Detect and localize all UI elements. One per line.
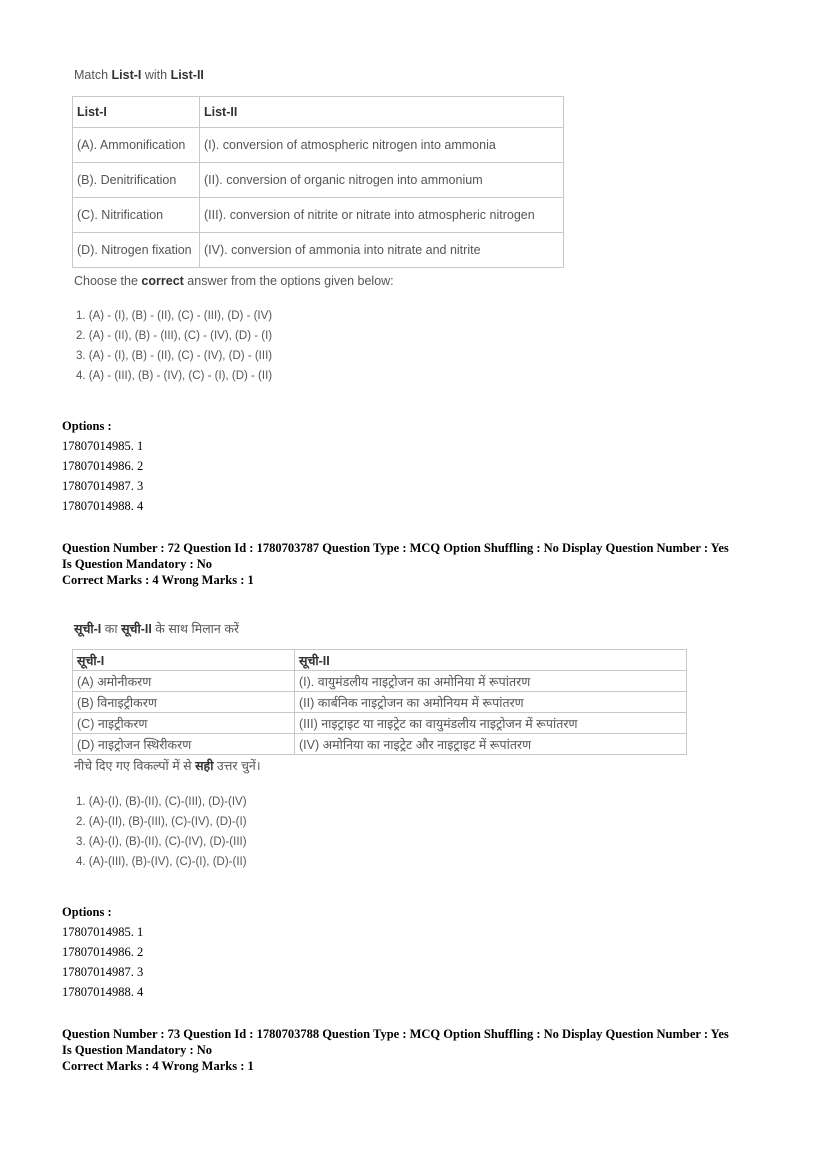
table-header-cell: सूची-II (295, 650, 687, 671)
table-header-cell: सूची-I (73, 650, 295, 671)
table-row (73, 198, 564, 233)
options-title: Options : (62, 419, 112, 433)
match-table (72, 96, 564, 268)
table-header-cell: List-I (73, 97, 200, 128)
answer-item: 2. (A) - (II), (B) - (III), (C) - (IV), (D) - (I) (76, 330, 273, 342)
table-header-cell: List-II (200, 97, 564, 128)
answer-item: 4. (A) - (III), (B) - (IV), (C) - (I), (D) - (II) (76, 370, 273, 382)
choose-instruction: Choose the correct answer from the options given below: (74, 274, 394, 288)
answer-list (76, 306, 572, 386)
table-row (73, 128, 564, 163)
question-meta-line: Correct Marks : 4 Wrong Marks : 1 (62, 573, 254, 587)
table-row (73, 671, 687, 692)
question-instruction: सूची-I का सूची-II के साथ मिलान करें (74, 622, 240, 636)
question-image-english (72, 68, 572, 386)
options-block (62, 416, 143, 516)
table-cell: (IV) अमोनिया का नाइट्रेट और नाइट्राइट में रूपांतरण (295, 734, 687, 755)
table-cell: (III). conversion of nitrite or nitrate into atmospheric nitrogen (200, 198, 564, 233)
question-meta (62, 1026, 729, 1074)
option-item: 17807014988. 4 (62, 985, 144, 999)
answer-item: 4. (A)-(III), (B)-(IV), (C)-(I), (D)-(II) (76, 856, 247, 868)
table-cell: (IV). conversion of ammonia into nitrate and nitrite (200, 233, 564, 268)
question-instruction: Match List-I with List-II (74, 68, 204, 82)
options-title: Options : (62, 905, 112, 919)
answer-item: 1. (A) - (I), (B) - (II), (C) - (III), (D) - (IV) (76, 310, 273, 322)
question-meta (62, 540, 729, 588)
table-cell: (B) विनाइट्रीकरण (73, 692, 295, 713)
table-cell: (B). Denitrification (73, 163, 200, 198)
question-meta-line: Is Question Mandatory : No (62, 1043, 213, 1057)
option-item: 17807014986. 2 (62, 945, 144, 959)
question-image-hindi (72, 620, 702, 872)
table-row (73, 163, 564, 198)
option-item: 17807014988. 4 (62, 499, 144, 513)
table-row (73, 233, 564, 268)
answer-item: 3. (A)-(I), (B)-(II), (C)-(IV), (D)-(III) (76, 836, 247, 848)
question-meta-line: Is Question Mandatory : No (62, 557, 213, 571)
question-meta-line: Correct Marks : 4 Wrong Marks : 1 (62, 1059, 254, 1073)
answer-list (76, 792, 702, 872)
table-cell: (I). वायुमंडलीय नाइट्रोजन का अमोनिया में रूपांतरण (295, 671, 687, 692)
option-item: 17807014986. 2 (62, 459, 144, 473)
table-cell: (D). Nitrogen fixation (73, 233, 200, 268)
answer-item: 3. (A) - (I), (B) - (II), (C) - (IV), (D) - (III) (76, 350, 273, 362)
table-cell: (A) अमोनीकरण (73, 671, 295, 692)
table-row (73, 713, 687, 734)
table-header-row (73, 97, 564, 128)
option-item: 17807014987. 3 (62, 965, 144, 979)
option-item: 17807014987. 3 (62, 479, 144, 493)
table-row (73, 692, 687, 713)
table-cell: (D) नाइट्रोजन स्थिरीकरण (73, 734, 295, 755)
option-item: 17807014985. 1 (62, 439, 144, 453)
answer-item: 1. (A)-(I), (B)-(II), (C)-(III), (D)-(IV) (76, 796, 247, 808)
table-cell: (I). conversion of atmospheric nitrogen into ammonia (200, 128, 564, 163)
table-cell: (A). Ammonification (73, 128, 200, 163)
options-block (62, 902, 143, 1002)
option-item: 17807014985. 1 (62, 925, 144, 939)
table-cell: (II). conversion of organic nitrogen into ammonium (200, 163, 564, 198)
table-header-row (73, 650, 687, 671)
table-row (73, 734, 687, 755)
table-cell: (C) नाइट्रीकरण (73, 713, 295, 734)
question-meta-line: Question Number : 72 Question Id : 1780703787 Question Type : MCQ Option Shuffling : No Display Question Number : Yes (62, 541, 729, 555)
question-meta-line: Question Number : 73 Question Id : 1780703788 Question Type : MCQ Option Shuffling : No Display Question Number : Yes (62, 1027, 729, 1041)
table-cell: (II) कार्बनिक नाइट्रोजन का अमोनियम में रूपांतरण (295, 692, 687, 713)
answer-item: 2. (A)-(II), (B)-(III), (C)-(IV), (D)-(I) (76, 816, 247, 828)
table-cell: (C). Nitrification (73, 198, 200, 233)
match-table (72, 649, 687, 755)
table-cell: (III) नाइट्राइट या नाइट्रेट का वायुमंडलीय नाइट्रोजन में रूपांतरण (295, 713, 687, 734)
choose-instruction: नीचे दिए गए विकल्पों में से सही उत्तर चुनें। (74, 759, 261, 773)
